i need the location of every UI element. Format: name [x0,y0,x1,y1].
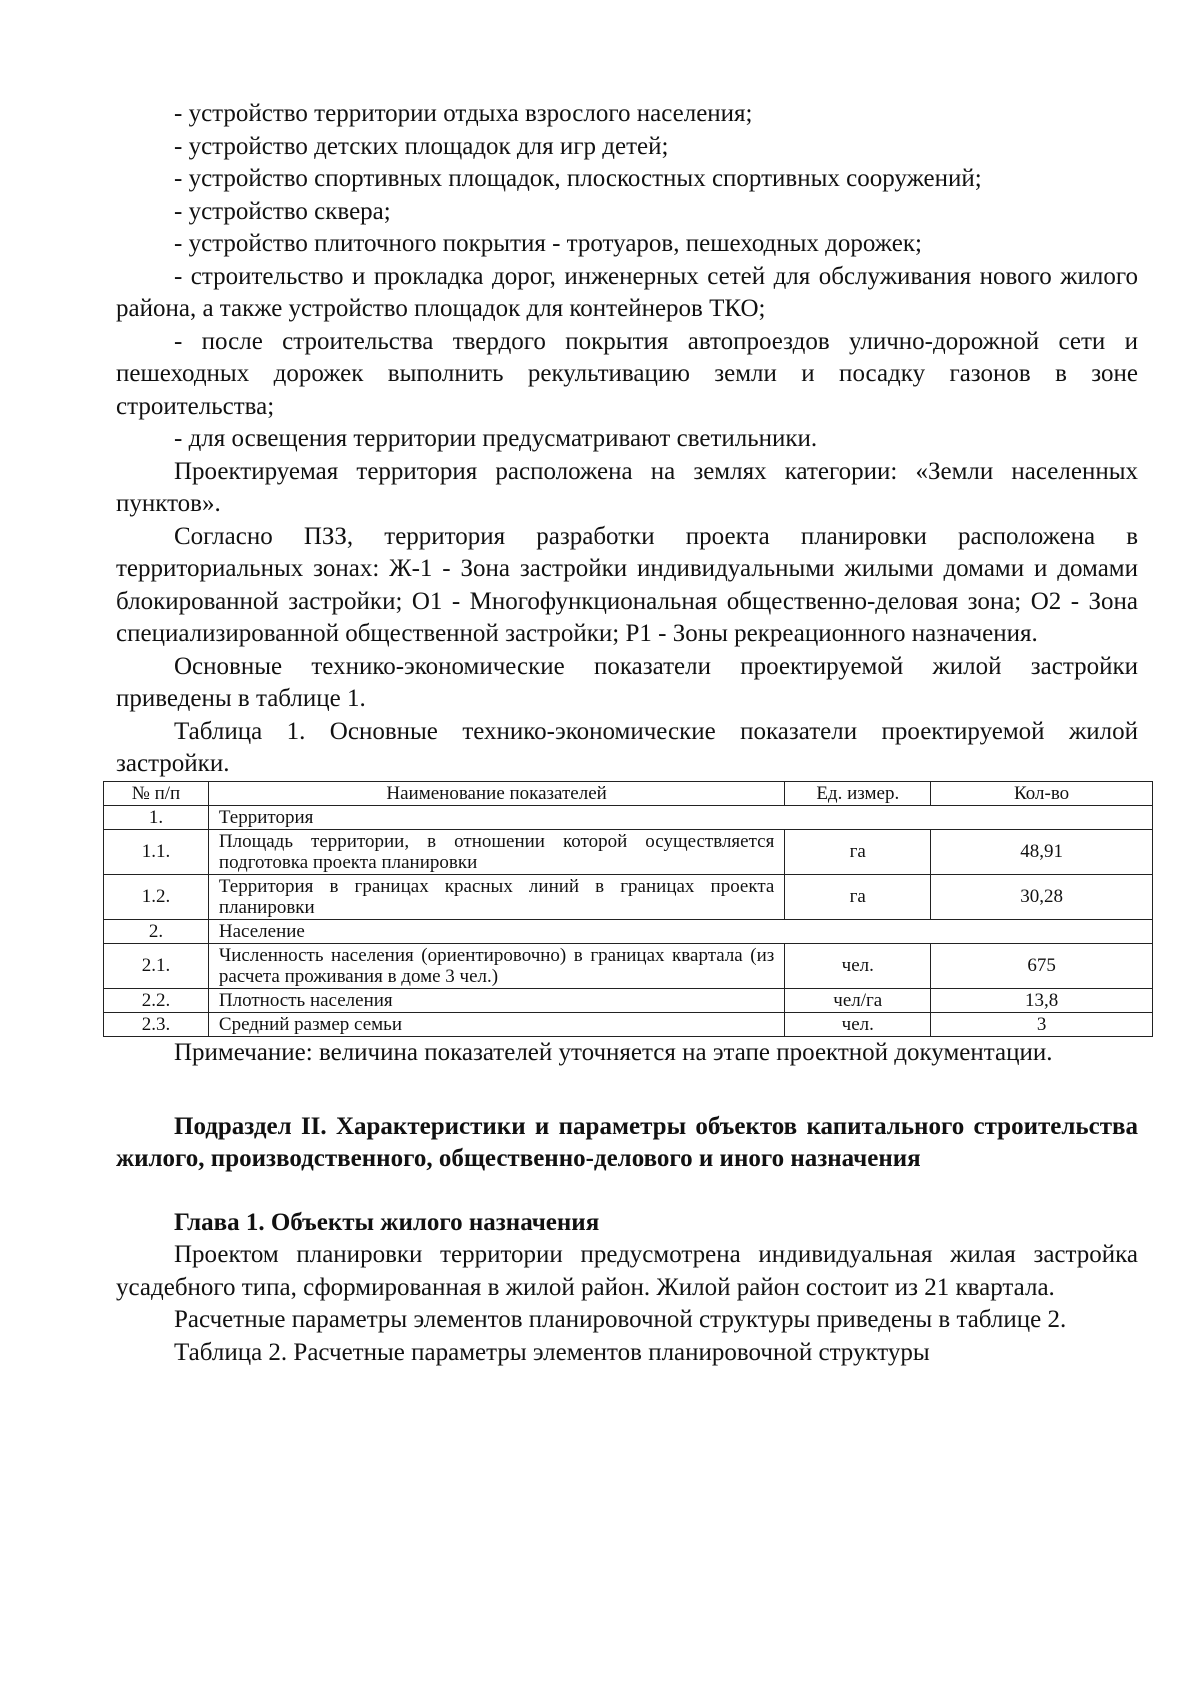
table-caption: Таблица 2. Расчетные параметры элементов планировочной структуры [174,1338,930,1366]
list-item: - после строительства твердого покрытия автопроездов улично-дорожной сети и пешеходных дорожек выполнить рекультивацию земли и посадку газонов в зоне строительства; [116,327,1138,420]
indicator-name: Плотность населения [208,988,784,1012]
unit: чел/га [785,988,931,1012]
table-section-row [104,805,1153,829]
list-item: - устройство спортивных площадок, плоскостных спортивных сооружений; [174,165,982,192]
list-item: - устройство сквера; [174,197,391,225]
table-row [104,1012,1153,1036]
column-header: Кол-во [931,781,1153,805]
table-row [104,943,1153,988]
paragraph: Расчетные параметры элементов планировочной структуры приведены в таблице 2. [174,1306,1067,1333]
table-section-row [104,919,1153,943]
indicators-table [103,781,1153,1037]
indicator-name: Территория в границах красных линий в границах проекта планировки [208,874,784,919]
unit: чел. [785,943,931,988]
unit: га [785,874,931,919]
table-row [104,829,1153,874]
value: 48,91 [931,829,1153,874]
paragraph: Основные технико-экономические показатели проектируемой жилой застройки приведены в таблице 1. [116,652,1138,712]
row-number: 2.2. [104,988,209,1012]
value: 675 [931,943,1153,988]
list-item: - для освещения территории предусматривают светильники. [174,425,818,452]
paragraph: Согласно ПЗЗ, территория разработки проекта планировки расположена в территориальных зонах: Ж-1 - Зона застройки индивидуальными жилыми домами и домами блокированной застройки; О1 - Многофункциональная общественно-деловая зона; О2 - Зона специализированной общественной застройки; Р1 - Зоны рекреационного назначения. [116,522,1138,647]
indicator-name: Средний размер семьи [208,1012,784,1036]
table-note: Примечание: величина показателей уточняется на этапе проектной документации. [174,1038,1053,1066]
column-header: № п/п [104,781,209,805]
section-title: Население [208,919,1152,943]
value: 13,8 [931,988,1153,1012]
table-header-row [104,781,1153,805]
table-row [104,874,1153,919]
row-number: 2. [104,919,209,943]
chapter-heading: Глава 1. Объекты жилого назначения [174,1209,600,1236]
row-number: 2.1. [104,943,209,988]
list-item: - устройство детских площадок для игр детей; [174,132,669,160]
indicator-name: Площадь территории, в отношении которой осуществляется подготовка проекта планировки [208,829,784,874]
table-row [104,988,1153,1012]
list-item: - строительство и прокладка дорог, инженерных сетей для обслуживания нового жилого района, а также устройство площадок для контейнеров ТКО; [116,262,1138,322]
value: 30,28 [931,874,1153,919]
row-number: 2.3. [104,1012,209,1036]
column-header: Ед. измер. [785,781,931,805]
paragraph: Проектируемая территория расположена на землях категории: «Земли населенных пунктов». [116,457,1138,517]
unit: га [785,829,931,874]
subsection-heading: Подраздел II. Характеристики и параметры объектов капитального строительства жилого, производственного, общественно-делового и иного назначения [116,1113,1138,1172]
row-number: 1.2. [104,874,209,919]
section-title: Территория [208,805,1152,829]
column-header: Наименование показателей [208,781,784,805]
indicator-name: Численность населения (ориентировочно) в границах квартала (из расчета проживания в доме 3 чел.) [208,943,784,988]
list-item: - устройство плиточного покрытия - тротуаров, пешеходных дорожек; [174,230,922,257]
unit: чел. [785,1012,931,1036]
row-number: 1. [104,805,209,829]
document-body [116,98,1138,1369]
row-number: 1.1. [104,829,209,874]
paragraph: Проектом планировки территории предусмотрена индивидуальная жилая застройка усадебного типа, сформированная в жилой район. Жилой район состоит из 21 квартала. [116,1241,1138,1301]
table-caption: Таблица 1. Основные технико-экономические показатели проектируемой жилой застройки. [116,717,1138,777]
value: 3 [931,1012,1153,1036]
list-item: - устройство территории отдыха взрослого населения; [174,100,753,127]
